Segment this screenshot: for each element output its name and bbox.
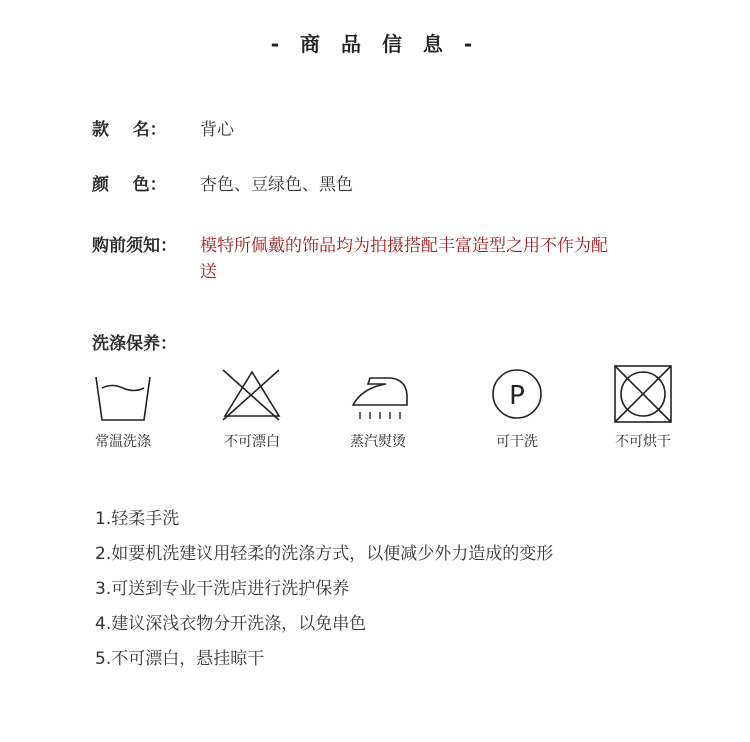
dry-clean-p-icon: [491, 364, 581, 426]
steam-iron-icon: [348, 364, 438, 426]
list-item: 3.可送到专业干洗店进行洗护保养: [95, 579, 350, 599]
notice-value: 模特所佩戴的饰品均为拍摄搭配丰富造型之用不作为配送: [200, 236, 608, 282]
no-bleach-label: 不可漂白: [224, 434, 280, 450]
color-value: 杏色、豆绿色、黑色: [200, 175, 353, 195]
list-item: 2.如要机洗建议用轻柔的洗涤方式，以便减少外力造成的变形: [95, 544, 554, 564]
wash-tub-label: 常温洗涤: [95, 434, 151, 450]
wash-tub-icon: [92, 364, 182, 426]
name-label: 款 名：: [92, 120, 167, 140]
steam-iron-label: 蒸汽熨烫: [350, 434, 406, 450]
page-title: - 商 品 信 息 -: [270, 32, 480, 56]
care-tips-list: [95, 506, 553, 681]
notice-label: 购前须知：: [92, 236, 177, 256]
no-tumble-dry-icon: [612, 364, 702, 426]
color-label: 颜 色：: [92, 175, 167, 195]
dry-clean-label: 可干洗: [496, 434, 538, 450]
dry-clean-symbol: P: [509, 381, 525, 411]
no-bleach-icon: [221, 364, 311, 426]
list-item: 4.建议深浅衣物分开洗涤，以免串色: [95, 614, 367, 634]
care-title: 洗涤保养：: [92, 334, 177, 354]
no-tumble-dry-label: 不可烘干: [615, 434, 671, 450]
name-value: 背心: [200, 120, 234, 140]
list-item: 1.轻柔手洗: [95, 509, 180, 529]
list-item: 5.不可漂白，悬挂晾干: [95, 649, 265, 669]
